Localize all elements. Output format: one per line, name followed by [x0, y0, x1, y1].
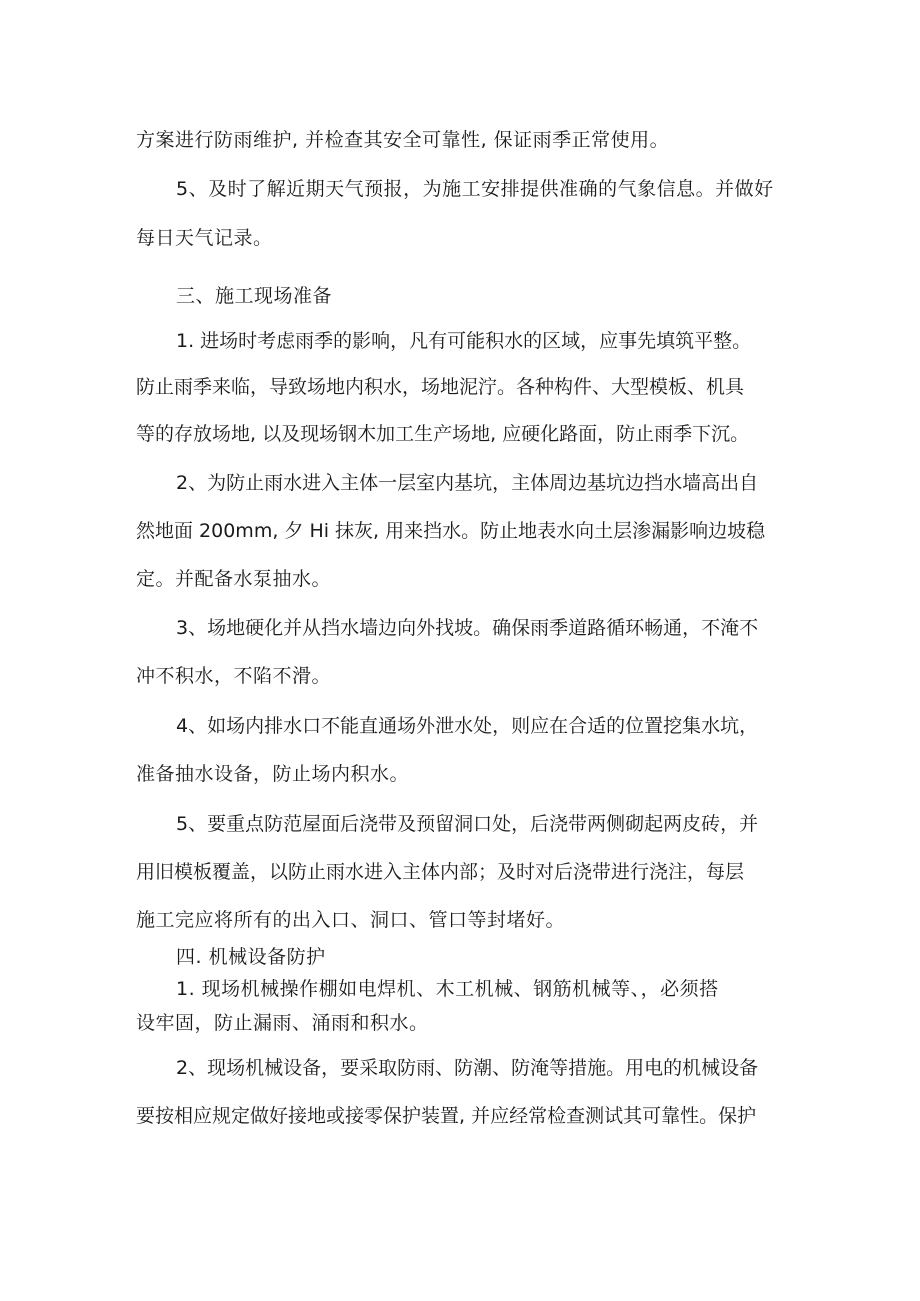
- text-line: 2、为防止雨水进入主体一层室内基坑，主体周边基坑边挡水墙高出自: [176, 472, 759, 494]
- text-line: 3、场地硬化并从挡水墙边向外找坡。确保雨季道路循环畅通，不淹不: [176, 617, 759, 639]
- text-line: 2、现场机械设备，要采取防雨、防潮、防淹等措施。用电的机械设备: [176, 1057, 759, 1079]
- text-line: 然地面 200mm, 夕 Hi 抹灰, 用来挡水。防止地表水向土层渗漏影响边坡稳: [136, 520, 766, 542]
- text-line: 1. 现场机械操作棚如电焊机、木工机械、钢筋机械等、，必须搭: [176, 978, 719, 1000]
- text-line: 施工完应将所有的出入口、洞口、管口等封堵好。: [136, 909, 566, 931]
- text-line: 用旧模板覆盖，以防止雨水进入主体内部；及时对后浇带进行浇注，每层: [136, 861, 745, 883]
- text-line: 准备抽水设备，防止场内积水。: [136, 763, 410, 785]
- text-line: 要按相应规定做好接地或接零保护装置, 并应经常检查测试其可靠性。保护: [136, 1105, 757, 1127]
- text-line: 5、及时了解近期天气预报，为施工安排提供准确的气象信息。并做好: [176, 178, 774, 200]
- text-line: 4、如场内排水口不能直通场外泄水处，则应在合适的位置挖集水坑，: [176, 715, 759, 737]
- text-line: 防止雨季来临，导致场地内积水，场地泥泞。各种构件、大型模板、机具: [136, 376, 745, 398]
- section-heading: 三、施工现场准备: [176, 285, 333, 307]
- text-line: 方案进行防雨维护, 并检查其安全可靠性, 保证雨季正常使用。: [136, 129, 670, 151]
- text-line: 定。并配备水泵抽水。: [136, 568, 332, 590]
- text-line: 等的存放场地, 以及现场钢木加工生产场地, 应硬化路面，防止雨季下沉。: [136, 423, 750, 445]
- text-line: 冲不积水，不陷不滑。: [136, 665, 332, 687]
- text-line: 设牢固，防止漏雨、涌雨和积水。: [136, 1012, 429, 1034]
- section-heading: 四. 机械设备防护: [176, 946, 326, 968]
- text-line: 5、要重点防范屋面后浇带及预留洞口处，后浇带两侧砌起两皮砖，并: [176, 813, 759, 835]
- text-line: 每日天气记录。: [136, 227, 273, 249]
- text-line: 1. 进场时考虑雨季的影响，凡有可能积水的区域，应事先填筑平整。: [176, 330, 752, 352]
